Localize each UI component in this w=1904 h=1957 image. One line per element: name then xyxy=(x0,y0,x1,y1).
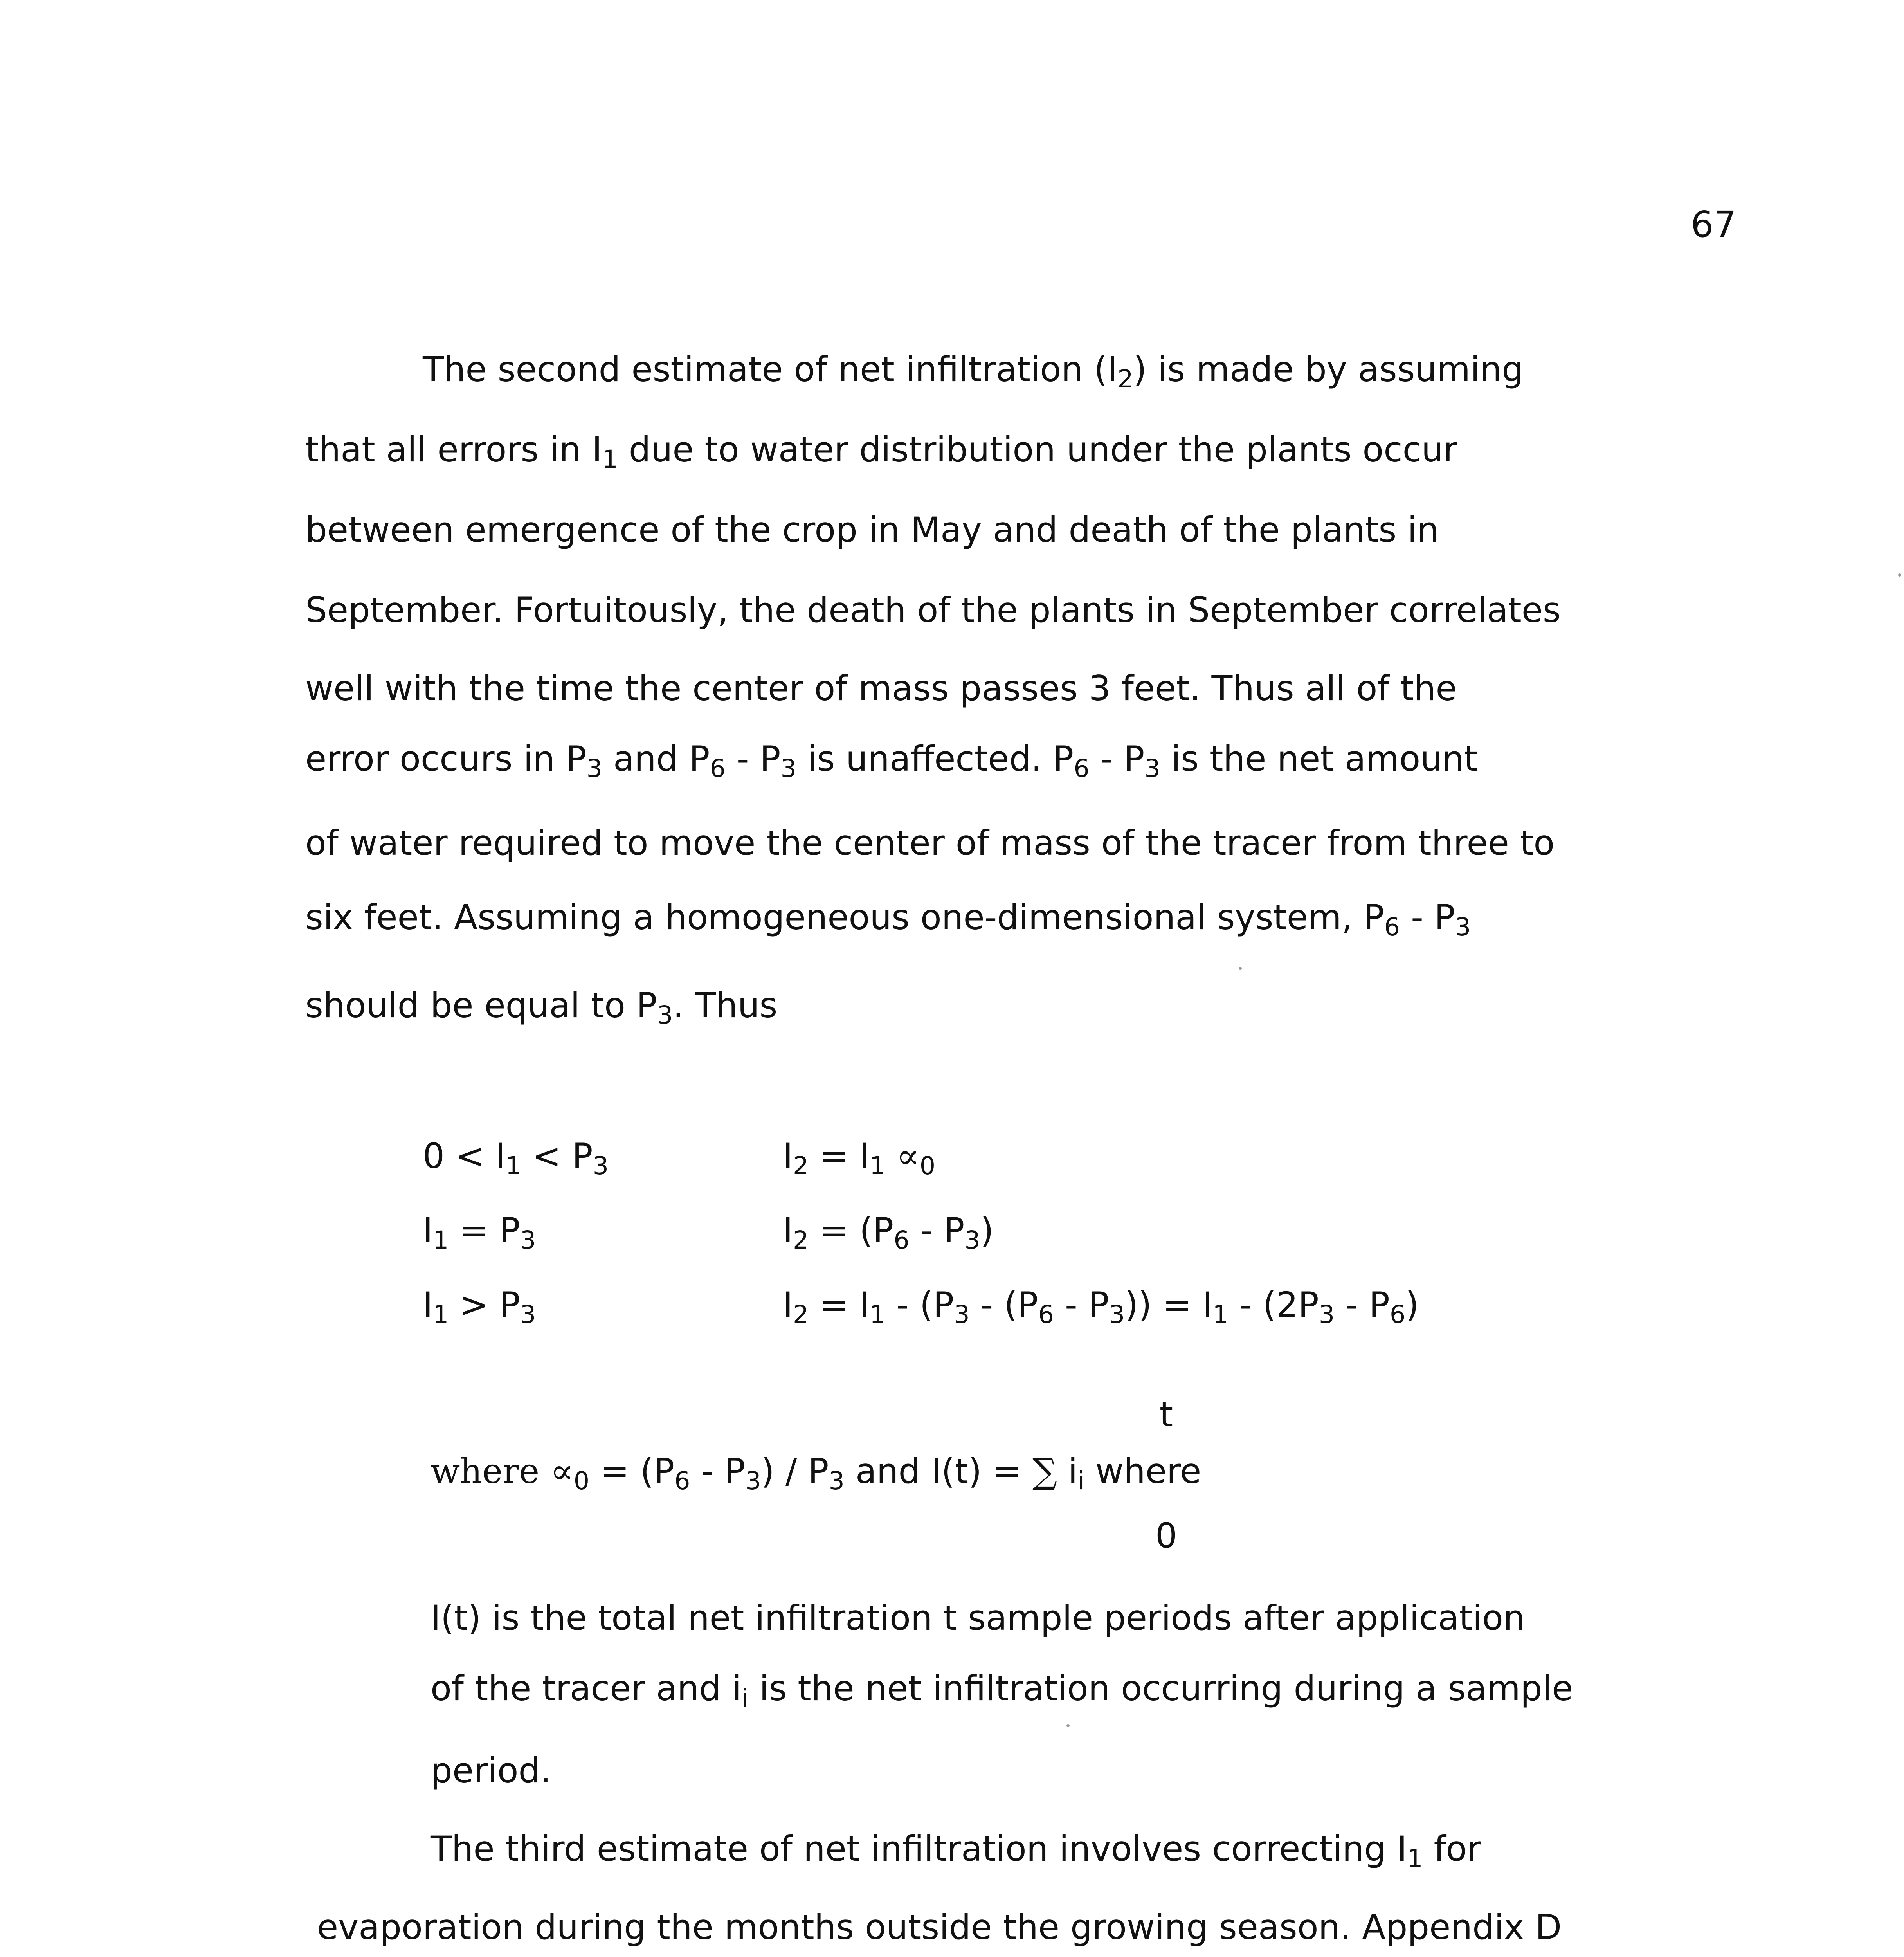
paragraph3-line1: The third estimate of net infiltration involves correcting $I_1$ for xyxy=(431,1829,1481,1873)
paragraph1-line3: between emergence of the crop in May and death of the plants in xyxy=(305,510,1439,550)
sigma-upper-limit: t xyxy=(1159,1394,1173,1434)
equation-row3-condition: $I_1 > P_3$ xyxy=(423,1285,536,1329)
paragraph1-line2: that all errors in $I_1$ due to water distribution under the plants occur xyxy=(305,429,1457,474)
paragraph1-line8: six feet. Assuming a homogeneous one-dimensional system, $P_6 - P_3$ xyxy=(305,897,1471,941)
sigma-lower-limit: 0 xyxy=(1155,1516,1177,1556)
scan-speck xyxy=(1898,573,1901,577)
equation-row1-formula: $I_2 = I_1 \propto_0$ xyxy=(783,1136,936,1180)
scan-speck xyxy=(1239,967,1242,970)
equation-row2-formula: $I_2 = (P_6 - P_3)$ xyxy=(783,1210,994,1254)
paragraph1-line4: September. Fortuitously, the death of the plants in September correlates xyxy=(305,590,1561,630)
paragraph1-line7: of water required to move the center of mass of the tracer from three to xyxy=(305,823,1555,863)
paragraph3-line2: evaporation during the months outside the growing season. Appendix D xyxy=(317,1907,1562,1947)
equation-row3-formula: $I_2 = I_1 - (P_3 - (P_6 - P_3)) = I_1 - (2P_3 - P_6)$ xyxy=(783,1285,1419,1329)
paragraph1-line6: error occurs in $P_3$ and $P_6 - P_3$ is unaffected. $P_6 - P_3$ is the net amount xyxy=(305,739,1478,783)
paragraph1-line9: should be equal to $P_3$. Thus xyxy=(305,985,778,1029)
where-definition-line: where $\propto_0 = (P_6 - P_3) / P_3$ and I(t) = ∑ $i_i$ where xyxy=(431,1451,1201,1495)
scan-speck xyxy=(1066,1724,1070,1727)
paragraph1-line1: The second estimate of net infiltration $(I_2)$ is made by assuming xyxy=(423,349,1524,393)
equation-row2-condition: $I_1 = P_3$ xyxy=(423,1210,536,1254)
sigma-symbol: ∑ xyxy=(1032,1451,1057,1491)
paragraph1-line5: well with the time the center of mass passes 3 feet. Thus all of the xyxy=(305,668,1457,708)
paragraph2-line3: period. xyxy=(431,1750,551,1791)
paragraph2-line1: I(t) is the total net infiltration t sample periods after application xyxy=(431,1598,1525,1638)
equation-row1-condition: $0 < I_1 < P_3$ xyxy=(423,1136,609,1180)
page-number: 67 xyxy=(1691,204,1737,245)
paragraph2-line2: of the tracer and $i_i$ is the net infiltration occurring during a sample xyxy=(431,1668,1573,1712)
